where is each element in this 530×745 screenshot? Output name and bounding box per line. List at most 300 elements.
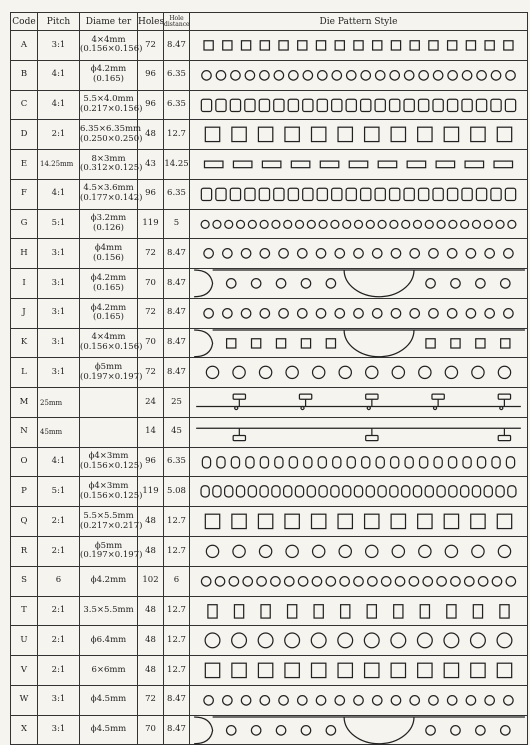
die-hole [234, 604, 243, 617]
die-hole [288, 99, 298, 111]
diameter-inch: (0.197×0.197) [80, 550, 143, 561]
die-hole [391, 514, 405, 528]
die-hole [274, 99, 284, 111]
die-hole [258, 127, 272, 141]
cell-pitch: 2:1 [38, 626, 80, 656]
table-row [11, 150, 528, 180]
diameter-inch: (0.156×0.125) [80, 490, 143, 501]
die-hole [347, 456, 355, 467]
diameter-inch: (0.197×0.197) [80, 371, 143, 382]
die-hole [413, 220, 421, 228]
cell-diameter [80, 417, 138, 447]
die-hole [375, 188, 385, 200]
cell-diameter [80, 150, 143, 180]
die-hole [226, 279, 235, 288]
die-hole [311, 514, 325, 528]
die-hole [298, 41, 307, 50]
header-holes: Holes [138, 13, 164, 31]
cell-pattern [190, 477, 528, 507]
cell-holes: 48 [138, 537, 164, 567]
die-hole [436, 161, 454, 168]
cell-pitch: 45mm [38, 417, 80, 447]
table-row [11, 120, 528, 150]
diameter-inch: (0.312×0.125) [80, 163, 143, 174]
diameter-size: ϕ4×3mm [88, 451, 129, 462]
die-hole [395, 576, 404, 585]
die-hole [447, 99, 457, 111]
cell-pattern [190, 596, 528, 626]
die-hole [461, 220, 469, 228]
cell-hole-distance: 5.08 [164, 477, 190, 507]
die-hole [204, 161, 222, 168]
die-hole [432, 394, 444, 409]
die-hole [451, 725, 460, 734]
cell-holes: 70 [138, 328, 164, 358]
cell-pitch: 14.25mm [38, 150, 80, 180]
die-hole [260, 486, 268, 497]
die-hole [472, 367, 484, 379]
cell-pattern [190, 685, 528, 715]
cell-hole-distance: 6.35 [164, 90, 190, 120]
die-hole [331, 486, 339, 497]
die-hole [433, 70, 442, 79]
die-hole [259, 188, 269, 200]
die-hole [447, 188, 457, 200]
die-hole [346, 188, 356, 200]
die-hole [245, 99, 255, 111]
die-hole [304, 456, 312, 467]
die-hole [462, 70, 471, 79]
die-hole [366, 428, 378, 440]
cell-diameter [80, 626, 138, 656]
die-hole [335, 696, 344, 705]
cell-holes: 96 [138, 447, 164, 477]
die-hole [298, 576, 307, 585]
pattern-h-graphic [190, 239, 527, 268]
diameter-size: 5.5×4.0mm [83, 94, 134, 105]
die-hole [404, 70, 413, 79]
die-hole [319, 220, 327, 228]
cell-holes: 72 [138, 31, 164, 61]
die-hole [381, 576, 390, 585]
die-hole [316, 41, 325, 50]
diameter-inch: (0.217×0.156) [80, 103, 143, 114]
pattern-f-graphic [190, 180, 527, 209]
die-hole [391, 127, 405, 141]
die-hole [248, 486, 256, 497]
cell-code: C [11, 90, 38, 120]
die-hole [491, 70, 500, 79]
die-hole [504, 249, 513, 258]
cell-hole-distance: 12.7 [164, 626, 190, 656]
cell-holes: 48 [138, 120, 164, 150]
die-hole [378, 486, 386, 497]
cell-hole-distance: 12.7 [164, 120, 190, 150]
die-hole [285, 576, 294, 585]
pattern-c-graphic [190, 91, 527, 120]
cell-holes: 48 [138, 626, 164, 656]
cell-holes: 48 [138, 656, 164, 686]
diameter-size: ϕ4mm [94, 242, 123, 253]
die-hole [258, 633, 273, 648]
cell-pattern [190, 626, 528, 656]
cell-diameter [80, 31, 143, 61]
die-hole [201, 486, 209, 497]
die-hole [362, 456, 370, 467]
cell-pattern [190, 715, 528, 745]
die-hole [338, 633, 353, 648]
die-hole [261, 604, 270, 617]
cell-holes: 24 [138, 388, 164, 418]
cell-holes: 14 [138, 417, 164, 447]
pattern-j-graphic [190, 299, 527, 328]
die-hole [275, 456, 283, 467]
die-hole [216, 70, 225, 79]
pattern-o-graphic [190, 448, 527, 477]
cell-hole-distance: 6 [164, 566, 190, 596]
die-hole [233, 428, 245, 440]
cell-pitch: 2:1 [38, 537, 80, 567]
cell-pattern [190, 120, 528, 150]
cell-pitch: 2:1 [38, 507, 80, 537]
die-hole [236, 486, 244, 497]
die-hole [429, 249, 438, 258]
cell-code: M [11, 388, 38, 418]
die-hole [466, 309, 475, 318]
die-hole [448, 41, 457, 50]
die-hole [373, 696, 382, 705]
die-hole [225, 486, 233, 497]
die-hole [311, 663, 325, 677]
die-hole [354, 220, 362, 228]
die-hole [339, 367, 351, 379]
pattern-s-graphic [190, 567, 527, 596]
die-hole [471, 633, 486, 648]
die-hole [276, 279, 285, 288]
die-hole [462, 188, 472, 200]
die-hole [501, 338, 510, 347]
diameter-size: 8×3mm [91, 153, 126, 164]
cell-hole-distance: 8.47 [164, 328, 190, 358]
cell-pattern [190, 269, 528, 299]
die-hole [497, 514, 511, 528]
die-hole [202, 456, 210, 467]
diameter-inch: (0.217×0.217) [80, 520, 143, 531]
header-hole-distance [164, 13, 190, 31]
die-hole [497, 663, 511, 677]
die-hole [461, 486, 469, 497]
die-hole [391, 663, 405, 677]
die-hole [284, 486, 292, 497]
diameter-size: 4.5×3.6mm [83, 183, 134, 194]
cell-pitch: 5:1 [38, 477, 80, 507]
die-hole [354, 486, 362, 497]
die-hole [365, 663, 379, 677]
die-hole [373, 41, 382, 50]
die-hole [208, 604, 217, 617]
die-hole [338, 663, 352, 677]
diameter-size: 4×4mm [91, 332, 126, 343]
die-hole [365, 514, 379, 528]
die-hole [477, 456, 485, 467]
cell-code: Q [11, 507, 38, 537]
die-hole [497, 127, 511, 141]
die-hole [326, 338, 335, 347]
cell-code: G [11, 209, 38, 239]
cell-code: A [11, 31, 38, 61]
table-row [11, 239, 528, 269]
die-hole [418, 663, 432, 677]
die-hole [231, 456, 239, 467]
die-hole [419, 70, 428, 79]
die-hole [316, 309, 325, 318]
die-hole [286, 545, 298, 557]
die-hole [378, 161, 396, 168]
cell-holes: 72 [138, 358, 164, 388]
die-hole [335, 309, 344, 318]
cell-pattern [190, 60, 528, 90]
die-hole [373, 309, 382, 318]
cell-hole-distance: 5 [164, 209, 190, 239]
die-hole [476, 279, 485, 288]
die-hole [354, 249, 363, 258]
cell-pitch: 4:1 [38, 90, 80, 120]
die-hole [286, 367, 298, 379]
die-hole [466, 41, 475, 50]
die-hole [390, 99, 400, 111]
die-hole [259, 545, 271, 557]
die-hole [485, 309, 494, 318]
die-hole [291, 161, 309, 168]
die-hole [276, 725, 285, 734]
cell-diameter [80, 269, 138, 299]
die-hole [366, 394, 378, 409]
die-hole [230, 99, 240, 111]
pattern-q-graphic [190, 507, 527, 536]
diameter-inch: (0.156×0.156) [80, 342, 143, 353]
die-hole [361, 188, 371, 200]
table-row [11, 90, 528, 120]
pattern-i-graphic [190, 269, 527, 298]
pattern-u-graphic [190, 626, 527, 655]
die-hole [241, 41, 250, 50]
die-hole [497, 633, 512, 648]
die-hole [335, 41, 344, 50]
header-hole-distance-line1: Hole [169, 14, 184, 22]
die-hole [418, 127, 432, 141]
table-row [11, 477, 528, 507]
diameter-size: ϕ4.2mm [90, 64, 127, 75]
cell-pattern [190, 328, 528, 358]
table-row [11, 626, 528, 656]
die-hole [260, 220, 268, 228]
cell-pattern [190, 90, 528, 120]
cell-pattern [190, 150, 528, 180]
cell-pattern [190, 239, 528, 269]
die-hole [251, 279, 260, 288]
die-hole [347, 70, 356, 79]
die-hole [279, 309, 288, 318]
die-hole [472, 220, 480, 228]
cell-pattern [190, 179, 528, 209]
die-hole [204, 309, 213, 318]
diameter-size: ϕ4.5mm [90, 724, 127, 735]
cell-diameter [80, 90, 143, 120]
die-hole [312, 576, 321, 585]
die-hole [368, 576, 377, 585]
die-hole [245, 70, 254, 79]
cell-diameter [80, 328, 143, 358]
die-hole [316, 696, 325, 705]
die-hole [391, 309, 400, 318]
die-hole [472, 486, 480, 497]
cell-holes: 48 [138, 596, 164, 626]
die-hole [226, 725, 235, 734]
die-hole [449, 220, 457, 228]
cell-hole-distance: 12.7 [164, 596, 190, 626]
cell-hole-distance: 25 [164, 388, 190, 418]
cell-code: W [11, 685, 38, 715]
diameter-inch: (0.156) [93, 252, 124, 263]
die-hole [317, 188, 327, 200]
die-hole [295, 486, 303, 497]
die-hole [213, 486, 221, 497]
pattern-n-graphic [190, 418, 527, 447]
cell-holes: 96 [138, 90, 164, 120]
cell-pattern [190, 31, 528, 61]
die-hole [376, 456, 384, 467]
cell-holes: 119 [138, 477, 164, 507]
cell-pattern [190, 417, 528, 447]
die-hole [419, 545, 431, 557]
cell-holes: 48 [138, 507, 164, 537]
pattern-a-graphic [190, 31, 527, 60]
die-hole [506, 576, 515, 585]
diameter-inch: (0.156×0.156) [80, 44, 143, 55]
die-hole [485, 41, 494, 50]
cell-diameter [80, 685, 138, 715]
cell-pitch: 2:1 [38, 596, 80, 626]
diameter-size: 4×4mm [91, 34, 126, 45]
header-row [11, 13, 528, 31]
cell-code: I [11, 269, 38, 299]
cell-pattern [190, 507, 528, 537]
table-row [11, 685, 528, 715]
cell-pitch: 25mm [38, 388, 80, 418]
cell-diameter [80, 179, 143, 209]
die-hole [485, 249, 494, 258]
die-hole [373, 249, 382, 258]
table-row [11, 388, 528, 418]
die-hole [216, 188, 226, 200]
table-row [11, 298, 528, 328]
die-hole [319, 486, 327, 497]
die-hole [260, 456, 268, 467]
die-hole [491, 188, 501, 200]
die-hole [491, 99, 501, 111]
die-hole [390, 188, 400, 200]
die-hole [260, 696, 269, 705]
die-hole [425, 220, 433, 228]
die-hole [241, 309, 250, 318]
die-hole [289, 456, 297, 467]
die-hole [402, 220, 410, 228]
die-hole [248, 220, 256, 228]
die-hole [445, 367, 457, 379]
die-hole [496, 486, 504, 497]
pattern-x-graphic [190, 716, 527, 745]
die-hole [391, 41, 400, 50]
cell-hole-distance: 8.47 [164, 31, 190, 61]
die-hole [391, 696, 400, 705]
die-hole [205, 663, 219, 677]
pattern-w-graphic [190, 686, 527, 715]
die-hole [476, 188, 486, 200]
die-hole [230, 188, 240, 200]
die-hole [259, 99, 269, 111]
cell-holes: 96 [138, 60, 164, 90]
cell-hole-distance: 8.47 [164, 715, 190, 745]
cell-pitch: 4:1 [38, 447, 80, 477]
die-hole [232, 514, 246, 528]
diameter-size: ϕ4.5mm [90, 694, 127, 705]
table-row [11, 60, 528, 90]
pattern-b-graphic [190, 61, 527, 90]
die-hole [444, 663, 458, 677]
diameter-size: ϕ6.4mm [90, 634, 127, 645]
cell-diameter [80, 298, 138, 328]
die-hole [272, 220, 280, 228]
die-hole [215, 576, 224, 585]
die-hole [288, 604, 297, 617]
die-hole [285, 663, 299, 677]
die-hole [404, 99, 414, 111]
cell-pitch: 2:1 [38, 120, 80, 150]
die-hole [498, 428, 510, 440]
die-hole [394, 604, 403, 617]
cell-code: J [11, 298, 38, 328]
cell-pitch: 3:1 [38, 328, 80, 358]
die-hole [354, 309, 363, 318]
header-diameter: Diame ter [80, 13, 138, 31]
die-hole [331, 220, 339, 228]
die-hole [409, 576, 418, 585]
cell-code: H [11, 239, 38, 269]
die-hole [437, 220, 445, 228]
die-hole [318, 456, 326, 467]
pattern-d-graphic [190, 120, 527, 149]
die-hole [343, 220, 351, 228]
die-hole [462, 99, 472, 111]
die-hole [259, 367, 271, 379]
cell-diameter [80, 358, 143, 388]
die-hole [505, 188, 515, 200]
pattern-m-graphic [190, 388, 527, 417]
table-row [11, 328, 528, 358]
die-hole [260, 249, 269, 258]
cell-hole-distance: 45 [164, 417, 190, 447]
cell-diameter [80, 537, 143, 567]
die-hole [326, 279, 335, 288]
table-row [11, 507, 528, 537]
die-hole [451, 279, 460, 288]
cell-pitch: 3:1 [38, 358, 80, 388]
die-hole [301, 338, 310, 347]
die-hole [472, 545, 484, 557]
die-hole [437, 576, 446, 585]
die-hole [227, 338, 236, 347]
die-hole [405, 456, 413, 467]
